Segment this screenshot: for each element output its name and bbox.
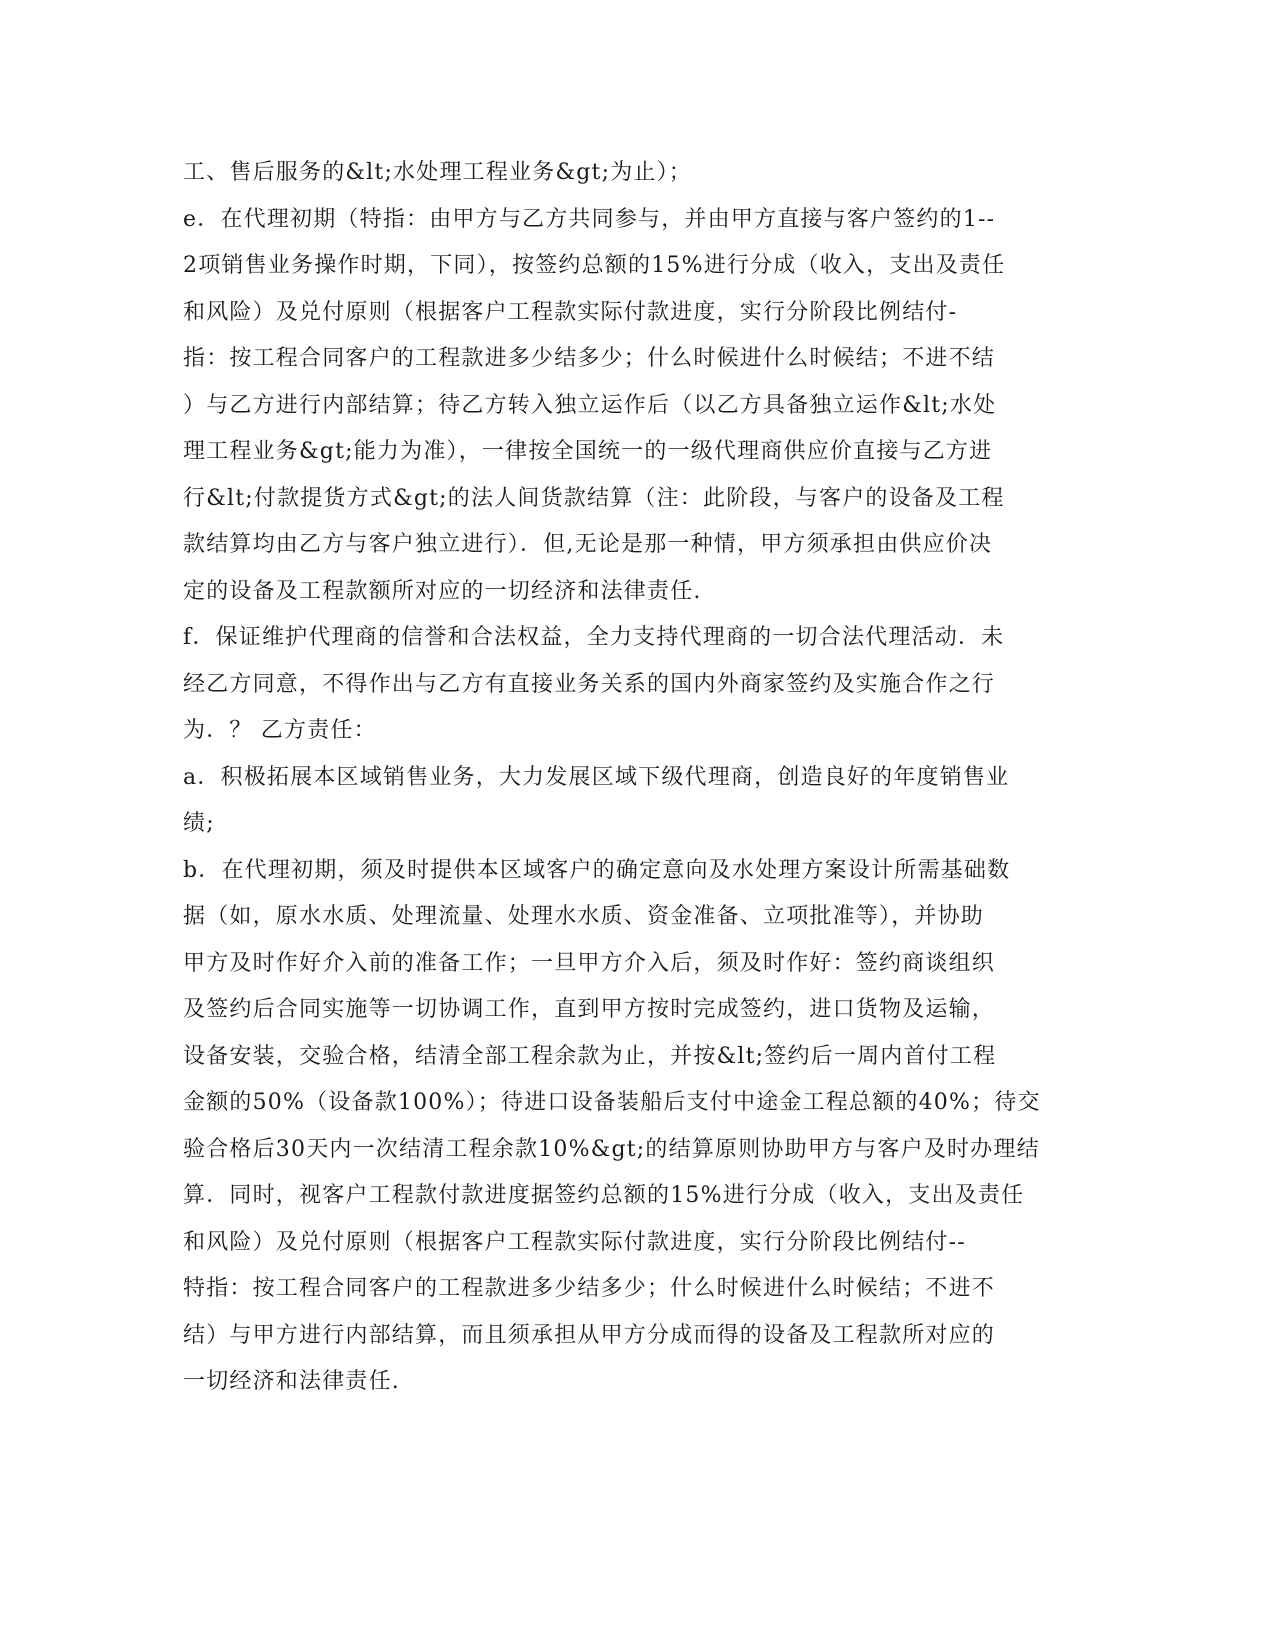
text-line: 定的设备及工程款额所对应的一切经济和法律责任. — [183, 578, 702, 604]
text-line: 行&lt;付款提货方式&gt;的法人间货款结算（注：此阶段，与客户的设备及工程 — [183, 485, 1005, 511]
text-line: b．在代理初期，须及时提供本区域客户的确定意向及水处理方案设计所需基础数 — [183, 857, 1011, 883]
text-line: 特指：按工程合同客户的工程款进多少结多少；什么时候进什么时候结；不进不 — [183, 1276, 996, 1301]
text-line: 甲方及时作好介入前的准备工作；一旦甲方介入后，须及时作好：签约商谈组织 — [183, 950, 996, 976]
text-line: 验合格后30天内一次结清工程余款10%&gt;的结算原则协助甲方与客户及时办理结 — [183, 1136, 1040, 1162]
text-line: 款结算均由乙方与客户独立进行）．但,无论是那一种情，甲方须承担由供应价决 — [183, 532, 993, 557]
contract-body-text — [183, 150, 1063, 1406]
text-line: 和风险）及兑付原则（根据客户工程款实际付款进度，实行分阶段比例结付- — [183, 299, 958, 325]
text-line: 及签约后合同实施等一切协调工作，直到甲方按时完成签约，进口货物及运输， — [183, 997, 996, 1022]
text-line: f．保证维护代理商的信誉和合法权益，全力支持代理商的一切合法代理活动．未 — [183, 625, 1005, 650]
text-line: 设备安装，交验合格，结清全部工程余款为止，并按&lt;签约后一周内首付工程 — [183, 1043, 997, 1069]
text-line: 工、售后服务的&lt;水处理工程业务&gt;为止）； — [183, 160, 692, 185]
text-line: 理工程业务&gt;能力为准），一律按全国统一的一级代理商供应价直接与乙方进 — [183, 439, 993, 464]
text-line: 金额的50%（设备款100%）；待进口设备装船后支付中途金工程总额的40%；待交 — [183, 1090, 1041, 1115]
text-line: 绩; — [183, 811, 215, 836]
text-line: 指：按工程合同客户的工程款进多少结多少；什么时候进什么时候结；不进不结 — [183, 346, 996, 371]
text-line: ）与乙方进行内部结算；待乙方转入独立运作后（以乙方具备独立运作&lt;水处 — [183, 392, 997, 418]
text-line: 一切经济和法律责任. — [183, 1369, 400, 1394]
text-line: 为．？ 乙方责任： — [183, 718, 377, 743]
text-line: 2项销售业务操作时期，下同），按签约总额的15%进行分成（收入，支出及责任 — [183, 253, 1006, 278]
text-line: a．积极拓展本区域销售业务，大力发展区域下级代理商，创造良好的年度销售业 — [183, 764, 1010, 790]
text-line: 结）与甲方进行内部结算，而且须承担从甲方分成而得的设备及工程款所对应的 — [183, 1322, 996, 1348]
text-line: 算．同时，视客户工程款付款进度据签约总额的15%进行分成（收入，支出及责任 — [183, 1183, 1025, 1208]
text-line: 和风险）及兑付原则（根据客户工程款实际付款进度，实行分阶段比例结付-- — [183, 1229, 966, 1255]
text-line: e．在代理初期（特指：由甲方与乙方共同参与，并由甲方直接与客户签约的1-- — [183, 206, 996, 232]
text-line: 据（如，原水水质、处理流量、处理水水质、资金准备、立项批准等），并协助 — [183, 904, 985, 929]
text-line: 经乙方同意，不得作出与乙方有直接业务关系的国内外商家签约及实施合作之行 — [183, 671, 996, 697]
